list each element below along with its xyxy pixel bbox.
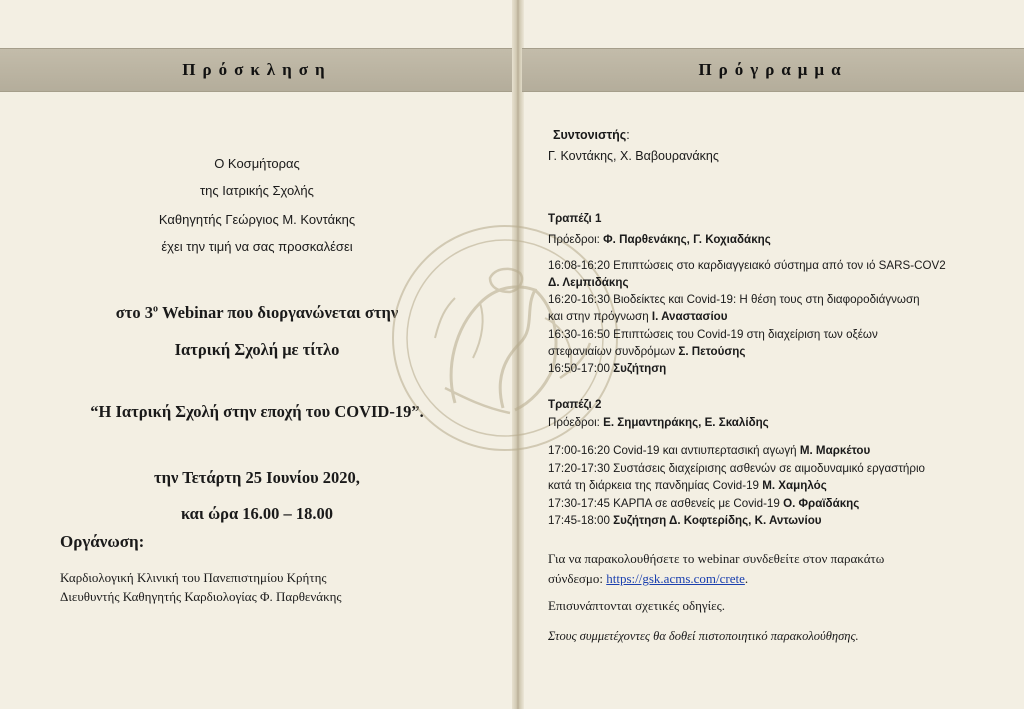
table2-item: κατά τη διάρκεια της πανδημίας Covid-19 Μ. Χαμηλός [548, 479, 827, 492]
table1-item: στεφανιαίων συνδρόμων Σ. Πετούσης [548, 345, 746, 358]
intro-line: Καθηγητής Γεώργιος Μ. Κοντάκης [158, 212, 356, 227]
table2-title: Τραπέζι 2 [548, 398, 602, 411]
certificate-notice: Στους συμμετέχοντες θα δοθεί πιστοποιητικό παρακολούθησης. [548, 629, 859, 643]
table2-item: 17:30-17:45 ΚΑΡΠΑ σε ασθενείς με Covid-19 Ο. Φραϊδάκης [548, 497, 860, 510]
organization-label: Οργάνωση: [60, 532, 145, 551]
event-date: την Τετάρτη 25 Ιουνίου 2020, [154, 468, 360, 487]
coordinators-label: Συντονιστής: [553, 128, 630, 142]
table1-item: 16:08-16:20 Επιπτώσεις στο καρδιαγγειακό σύστημα από τον ιό SARS-COV2 [548, 259, 946, 272]
table1-title: Τραπέζι 1 [548, 212, 602, 225]
event-time: και ώρα 16.00 – 18.00 [180, 504, 334, 523]
table2-chairs: Πρόεδροι: Ε. Σημαντηράκης, Ε. Σκαλίδης [548, 416, 769, 429]
intro-line: της Ιατρικής Σχολής [200, 183, 314, 198]
coordinators-names: Γ. Κοντάκης, Χ. Βαβουρανάκης [548, 149, 719, 163]
organization-line: Καρδιολογική Κλινική του Πανεπιστημίου Κρήτης [60, 570, 327, 585]
programme-header: Πρόγραμμα [522, 48, 1024, 92]
table2-item: 17:45-18:00 Συζήτηση Δ. Κοφτερίδης, Κ. Αντωνίου [548, 514, 822, 527]
event-line: Ιατρική Σχολή με τίτλο [174, 340, 340, 359]
table1-chairs: Πρόεδροι: Φ. Παρθενάκης, Γ. Κοχιαδάκης [548, 233, 771, 246]
attached-notice: Επισυνάπτονται σχετικές οδηγίες. [548, 598, 725, 613]
intro-line: Ο Κοσμήτορας [214, 156, 300, 171]
invitation-header: Πρόσκληση [0, 48, 514, 92]
table1-item: 16:50-17:00 Συζήτηση [548, 362, 667, 375]
webinar-title: “Η Ιατρική Σχολή στην εποχή του COVID-19”. [90, 402, 424, 421]
event-line: στο $3^o$ Webinar που διοργανώνεται στην [115, 303, 399, 322]
table1-item: και στην πρόγνωση Ι. Αναστασίου [548, 310, 728, 323]
table2-item: 17:00-16:20 Covid-19 και αντιυπερτασική αγωγή Μ. Μαρκέτου [548, 444, 871, 457]
webinar-link[interactable]: https://gsk.acms.com/crete [606, 571, 745, 586]
right-page [522, 0, 1024, 709]
webinar-link-line: σύνδεσμο: https://gsk.acms.com/crete. [548, 571, 749, 586]
webinar-instructions: Για να παρακολουθήσετε το webinar συνδεθείτε στον παρακάτω [548, 551, 885, 566]
table1-item: 16:30-16:50 Επιπτώσεις του Covid-19 στη διαχείριση των οξέων [548, 328, 878, 341]
table2-item: 17:20-17:30 Συστάσεις διαχείρισης ασθενών σε αιμοδυναμικό εργαστήριο [548, 462, 925, 475]
table1-item: 16:20-16:30 Βιοδείκτες και Covid-19: Η θέση τους στη διαφοροδιάγνωση [548, 293, 920, 306]
organization-line: Διευθυντής Καθηγητής Καρδιολογίας Φ. Παρθενάκης [60, 589, 342, 604]
intro-line: έχει την τιμή να σας προσκαλέσει [161, 239, 353, 254]
table1-item: Δ. Λεμπιδάκης [548, 276, 629, 289]
